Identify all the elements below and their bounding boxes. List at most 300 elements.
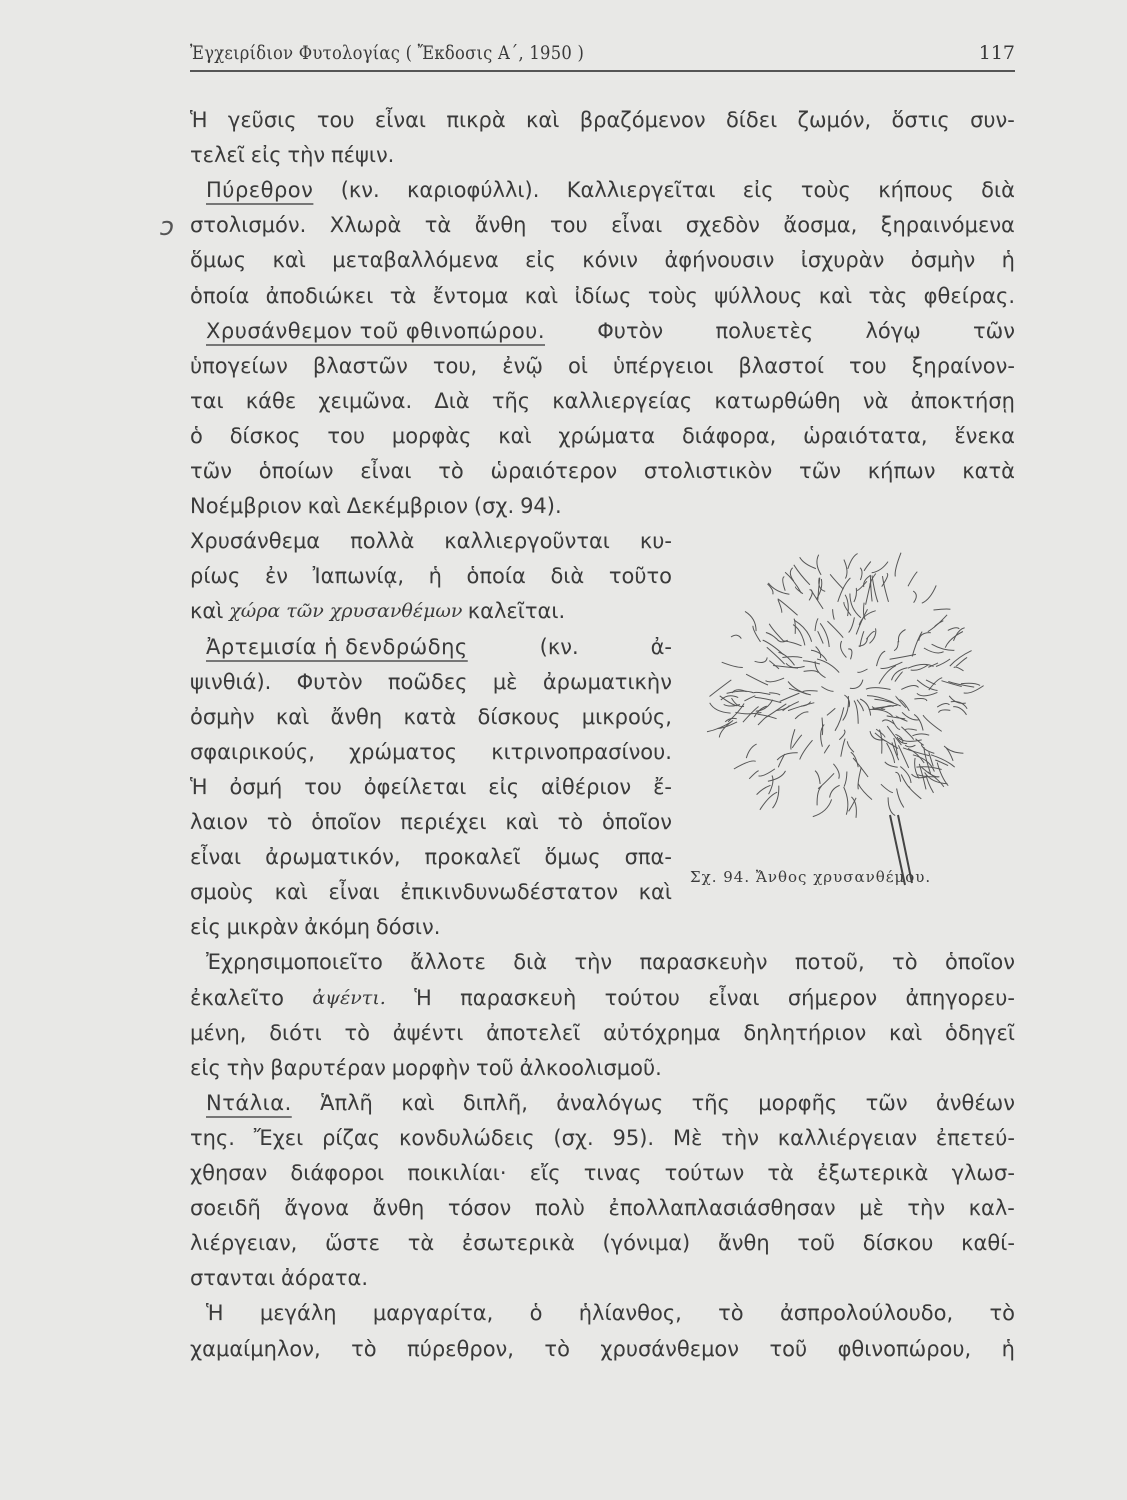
word: ὁ [190,423,203,448]
word: Μὲ [672,1125,703,1150]
word: χρώματα [558,423,656,448]
word: ἡ [428,564,442,589]
word: καὶ [274,880,308,905]
petal-stroke [844,787,848,815]
word: τοῦ [476,1055,514,1080]
text-line [190,175,1015,205]
petal-stroke [939,710,951,713]
word: καθί- [961,1231,1015,1256]
word: σφαιρικούς, [190,739,315,764]
word: του [327,423,365,448]
text-line [190,1263,1015,1293]
word: μαργαρίτα, [372,1301,494,1326]
petal-stroke [722,662,743,667]
word: ἀσπρολούλουδο, [779,1301,954,1326]
italic-term: ἀψέντι. [312,986,386,1009]
word: Διὰ [434,388,470,413]
text-line [190,281,1015,311]
word: (γόνιμα) [602,1231,691,1256]
petal-stroke [813,799,832,816]
petal-stroke [900,700,910,711]
petal-stroke [881,662,903,668]
petal-stroke [783,577,785,591]
text-line [190,421,1015,451]
word: ὅμως [544,845,601,870]
word: τὸ [544,1336,570,1361]
petal-stroke [900,767,911,784]
word: καὶ [401,1090,435,1115]
underlined-term: Χρυσάνθεμον τοῦ φθινοπώρου. [206,318,545,343]
text-line [190,667,672,697]
word: ἀκόμη [304,915,371,940]
petal-stroke [753,626,761,642]
word: ὀφείλεται [363,774,467,799]
petal-stroke [928,615,947,632]
word: μορφῆς [758,1090,838,1115]
petal-stroke [890,654,916,659]
word: χθησαν [190,1161,268,1185]
petal-stroke [923,715,942,731]
petal-stroke [895,553,901,577]
word: Χρυσάνθεμα [190,529,321,554]
petal-stroke [859,611,876,625]
petal-stroke [929,678,942,690]
word: καὶ [638,880,672,905]
petal-stroke [914,699,927,701]
word: πικρὰ [446,108,506,132]
word: Φυτὸν [296,669,363,694]
petal-stroke [769,661,779,669]
petal-stroke [815,618,818,631]
petal-stroke [921,744,934,753]
petal-stroke [804,671,819,673]
petal-stroke [858,784,872,800]
petal-stroke [849,798,857,812]
text-line [190,245,1015,275]
word: ὁποῖον [944,950,1015,975]
petal-stroke [869,709,893,716]
text-line [190,140,1015,170]
word: ὡραιότατα, [803,423,928,448]
text-line [190,842,672,872]
word: καὶ [526,108,560,132]
word: ἐν [264,564,289,589]
word: ἄνθη [330,704,383,729]
word: του [549,213,588,238]
word: του [849,353,887,378]
word: ὁποῖον [601,810,672,834]
word: ρίζας [322,1125,381,1150]
petal-stroke [854,701,858,724]
word: διότι [269,1020,322,1045]
word: σχεδὸν [685,213,760,238]
word: στολισμόν. [190,213,307,238]
word: ἄλλοτε [410,950,486,975]
word: της. [190,1125,235,1150]
word: βραζόμενον [579,108,706,132]
word: ὁποία [466,564,526,589]
petal-stroke [768,771,786,781]
petal-stroke [824,745,829,754]
text-line [190,1228,1015,1258]
word: ἀ- [650,634,672,659]
petal-stroke [937,704,949,708]
word: συν- [970,108,1015,132]
petal-stroke [841,641,847,658]
petal-stroke [898,630,905,643]
word: λιέργειαν, [190,1231,298,1256]
word: τινας [583,1161,642,1185]
word: ἀναλόγως [556,1090,664,1115]
word: τελεῖ [190,143,245,168]
petal-stroke [817,786,822,805]
word: εἶναι [708,985,760,1010]
word: ται [190,388,224,413]
petal-stroke [767,647,785,664]
word: φθινοπώρου, [837,1336,972,1361]
word: κατὰ [962,459,1015,483]
word: καὶ [190,599,224,624]
word: εἴς [529,1161,561,1185]
word: τὴν [574,950,613,975]
petal-stroke [849,617,855,632]
word: νὰ [862,388,889,413]
word: ἀνθέων [935,1090,1015,1115]
petal-stroke [818,631,824,643]
petal-stroke [821,687,833,692]
word: βαρυτέραν [270,1055,386,1080]
word: ἀόρατα. [281,1266,369,1291]
petal-stroke [756,700,773,711]
word: μορφὰς [391,423,472,448]
petal-stroke [749,771,758,779]
text-line [190,1053,1015,1083]
petal-stroke [815,771,820,784]
word: κήπων [867,459,936,483]
chrysanthemum-illustration [700,525,990,905]
petal-stroke [912,734,929,736]
petal-stroke [917,680,937,691]
petal-stroke [844,772,847,787]
word: εἰς [190,915,221,940]
petal-stroke [759,769,775,776]
petal-stroke [769,776,773,795]
text-line [190,1018,1015,1048]
word: κήπους [878,178,954,203]
petal-stroke [777,753,798,760]
petal-stroke [916,739,924,746]
text-line [190,1088,1015,1118]
petal-stroke [905,745,915,747]
running-header-title: Ἐγχειρίδιον Φυτολογίας ( Ἔκδοσις Α΄, 1950 ) [190,42,585,64]
petal-stroke [950,651,972,667]
word: Ἐχρησιμοποιεῖτο [206,950,383,975]
word: ὁδηγεῖ [945,1020,1015,1045]
word: καὶ [524,283,559,308]
text-line [190,386,1015,416]
word: χαμαίμηλον, [190,1336,321,1361]
word: ὡραιότερον [490,459,618,483]
text-line [190,456,1015,486]
underlined-term: Ἀρτεμισία ἡ δενδρώδης [206,634,468,659]
word: ἀποκτήσῃ [910,388,1015,413]
petal-stroke [851,797,856,818]
petal-stroke [892,720,900,730]
word: τούτων [664,1161,745,1185]
word: βλαστῶν [312,353,408,378]
word: τούτου [604,985,680,1010]
word: εἶναι [374,108,427,132]
text-line [190,702,672,732]
petal-stroke [885,762,898,767]
petal-stroke [914,714,923,730]
word: Δεκέμβριον [346,494,468,519]
petal-stroke [864,562,871,571]
petal-stroke [857,669,867,672]
petal-stroke [755,657,768,662]
petal-stroke [924,648,944,653]
word: δίσκος [229,423,301,448]
word: διπλῆ, [462,1090,528,1115]
petal-stroke [800,557,816,568]
word: μένη, [190,1020,247,1045]
petal-stroke [853,758,868,777]
petal-stroke [827,621,843,638]
word: ὑπογείων [190,353,288,378]
word: ἄγονα [284,1196,350,1221]
word: πολλὰ [350,529,415,554]
word: περιέχει [400,810,487,834]
petal-stroke [817,659,839,673]
petal-stroke [881,784,893,792]
petal-stroke [857,581,867,590]
word: ἐκαλεῖτο [190,985,284,1010]
word: ἰσχυρὰν [800,248,885,273]
word: του [304,774,342,799]
word: ὀσμὴν [910,248,976,273]
word: σήμερον [787,985,878,1010]
petal-stroke [766,633,776,639]
word: μεταβαλλόμενα [332,248,499,273]
text-line [190,210,1015,240]
petal-stroke [897,789,904,808]
petal-stroke [953,707,966,715]
word: εἰς [742,178,774,203]
word: δίσκους [477,704,561,729]
word: ἡλίανθος, [578,1301,682,1326]
word: σμοὺς [190,880,254,905]
word: ἔ- [653,774,672,799]
petal-stroke [934,609,951,610]
word: κάθε [245,388,297,413]
word: τὸ [438,459,464,483]
word: μορφὴν [391,1055,471,1080]
petal-stroke [839,730,845,740]
text-line [190,737,672,767]
word: ζωμόν, [797,108,872,132]
word: ἀπηγορευ- [905,985,1015,1010]
word: κυ- [639,529,672,554]
word: τοῦ [797,1231,836,1256]
word: παρασκευὴ [460,985,577,1010]
petal-stroke [913,591,916,603]
word: του [316,108,355,132]
petal-stroke [833,609,835,619]
word: καλλιέργειαν [777,1125,918,1150]
text-line [190,491,1015,521]
petal-stroke [932,644,955,650]
petal-stroke [795,712,808,719]
petal-stroke [766,678,785,682]
underlined-term: Ντάλια. [206,1090,292,1115]
word: ἐπετεύ- [935,1125,1015,1150]
word: τόσον [447,1196,512,1221]
petal-stroke [754,692,770,694]
text-line [190,947,1015,977]
petal-stroke [803,691,818,692]
word: διὰ [981,178,1015,203]
petal-stroke [912,632,922,657]
word: (σχ. [553,1125,594,1150]
word: ἀρωματικὴν [542,669,672,694]
petal-stroke [757,785,771,794]
word: ἄνθη [372,1196,425,1221]
word: καὶ [888,1020,923,1045]
word: Χλωρὰ [329,213,402,238]
petal-stroke [822,718,823,736]
petal-stroke [710,703,731,713]
word: Ἡ [206,1301,224,1326]
petal-stroke [788,703,814,711]
petal-stroke [892,668,908,681]
word: προκαλεῖ [424,845,521,870]
word: (σχ. [473,494,515,519]
petal-stroke [830,785,840,797]
word: ὁποίων [258,459,334,483]
word: ὁποῖον [311,810,382,834]
word: τὴν [907,1196,946,1221]
word: τῶν [190,459,232,483]
petal-stroke [727,691,754,693]
word: πολυετὲς [715,318,814,343]
word: εἶναι [328,880,380,905]
word: δίδει [725,108,778,132]
word: πολὺ [534,1196,585,1221]
petal-stroke [769,693,780,695]
text-line [190,983,1015,1013]
petal-stroke [744,696,755,701]
petal-stroke [905,729,917,730]
text-line [190,877,672,907]
word: τὰ [767,1161,794,1185]
word: μὲ [492,669,518,694]
word: Ἔχει [253,1125,304,1150]
petal-stroke [782,657,802,658]
petal-stroke [854,588,857,602]
word: ποῶδες [387,669,468,694]
word: τὴν [226,1055,265,1080]
word: ρίως [190,564,241,589]
word: ἀρωματικόν, [265,845,401,870]
word: γεῦσις [227,108,297,132]
petal-stroke [922,585,936,603]
word: ὥστε [325,1231,380,1256]
word: φθείρας. [923,283,1015,308]
word: του, [432,353,478,378]
word: ἀποτελεῖ [486,1020,581,1045]
word: πέψιν. [331,143,395,168]
word: μικρούς, [581,704,672,729]
word: σπα- [624,845,672,870]
word: εἶναι [611,213,663,238]
text-line [190,105,1015,135]
word: καλ- [968,1196,1015,1221]
text-line [190,1158,1015,1188]
word: ἐξωτερικὰ [817,1161,929,1185]
petal-stroke [896,716,907,722]
petal-stroke [857,700,863,711]
word: ὁ [529,1301,543,1326]
word: τῆς [691,1090,730,1115]
word: Καλλιεργεῖται [566,178,716,203]
word: γλωσ- [951,1161,1015,1185]
petal-stroke [936,659,950,667]
word: κονδυλώδεις [398,1125,535,1150]
petal-stroke [827,708,835,715]
petal-stroke [850,680,863,689]
word: κατὰ [403,704,457,729]
word: εἰς [525,248,556,273]
petal-stroke [901,685,918,689]
petal-stroke [785,572,801,593]
word: ἐσωτερικὰ [461,1231,575,1256]
word: ψινθιά). [190,669,272,694]
word: μὲ [859,1196,884,1221]
petal-stroke [848,554,858,569]
petal-stroke [707,722,731,732]
petal-stroke [710,680,732,697]
petal-stroke [719,720,733,737]
word: τὸ [351,1336,377,1361]
petal-stroke [908,572,917,587]
word: βλαστοί [738,353,824,378]
text-line [190,912,672,942]
word: καλλιεργείας [552,388,693,413]
word: τοὺς [647,283,698,308]
petal-stroke [803,661,820,664]
word: μεγάλη [259,1301,337,1326]
petal-stroke [746,674,768,685]
petal-stroke [948,628,960,631]
word: ὀσμή [229,774,283,799]
italic-term: χώρα τῶν χρυσανθέμων [229,600,463,623]
petal-stroke [895,772,900,781]
petal-stroke [877,651,886,666]
petal-stroke [784,641,801,646]
petal-stroke [898,745,908,768]
petal-stroke [872,562,888,573]
petal-stroke [954,667,964,671]
petal-stroke [887,716,906,719]
figure-caption: Σχ. 94. Ἄνθος χρυσανθέμου. [690,868,932,886]
word: καὶ [818,283,853,308]
petal-stroke [720,696,738,706]
word: παρασκευὴν [639,950,768,975]
word: ὅμως [190,248,247,273]
word: πύρεθρον, [407,1336,514,1361]
petal-stroke [731,635,741,638]
word: κόνιν [582,248,639,273]
